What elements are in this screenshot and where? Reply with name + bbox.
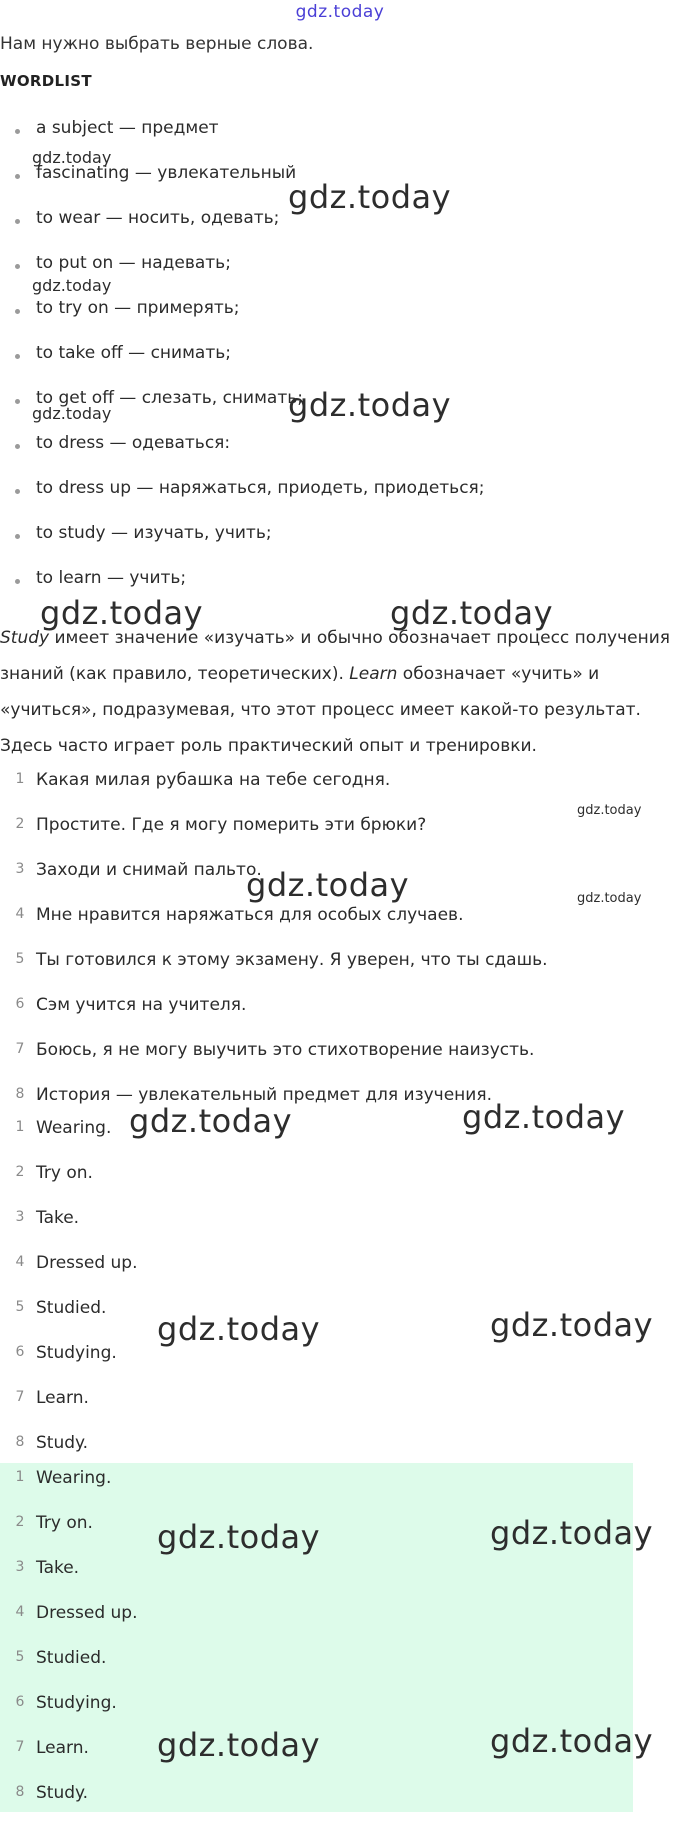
watermark: gdz.today [288,178,452,216]
list-item: 4 Dressed up. [15,1603,138,1623]
translations-list [0,770,680,1130]
list-item: a subject — предмет [0,118,680,163]
list-item: 6 Studying. [15,1693,117,1713]
watermark: gdz.today [577,891,642,906]
bullet-icon [15,534,20,539]
list-item: 1 Какая милая рубашка на тебе сегодня. [15,770,391,790]
list-item: fascinating — увлекательный [0,163,680,208]
watermark: gdz.today [577,803,642,818]
watermark: gdz.today [246,866,410,904]
bullet-icon [15,489,20,494]
list-item: 8 Study. [15,1783,89,1803]
bullet-icon [15,219,20,224]
list-item: to wear — носить, одевать; [0,208,680,253]
list-item: 6 Сэм учится на учителя. [15,995,247,1015]
watermark: gdz.today [390,594,554,632]
watermark: gdz.today [32,148,112,167]
watermark: gdz.today [490,1514,654,1552]
bullet-icon [15,264,20,269]
bullet-icon [15,444,20,449]
answers-list [0,1118,680,1478]
list-item: to learn — учить; [0,568,680,613]
list-item: to study — изучать, учить; [0,523,680,568]
watermark: gdz.today [129,1102,293,1140]
list-item: 8 История — увлекательный предмет для изучения. [15,1085,492,1105]
list-item: 4 Dressed up. [15,1253,138,1273]
list-item: 2 Try on. [15,1163,93,1183]
list-item: 7 Боюсь, я не могу выучить это стихотворение наизусть. [15,1040,535,1060]
list-item: to dress up — наряжаться, приодеть, приодеться; [0,478,680,523]
list-item: 6 Studying. [15,1343,117,1363]
watermark: gdz.today [157,1518,321,1556]
wordlist-heading: WORDLIST [0,72,92,90]
list-item: 3 Take. [15,1208,80,1228]
learn-word: Learn [349,664,398,684]
watermark: gdz.today [288,386,452,424]
bullet-icon [15,399,20,404]
list-item: 7 Learn. [15,1738,89,1758]
explanation-paragraph: Study имеет значение «изучать» и обычно обозначает процесс получения знаний (как правило, теоретических). Learn обозначает «учить» и «учиться», подразумевая, что этот процесс имеет какой-то результат. Здесь часто играет роль практический опыт и тренировки. [0,628,671,756]
list-item: 7 Learn. [15,1388,89,1408]
list-item: 2 Простите. Где я могу померить эти брюки? [15,815,427,835]
watermark: gdz.today [32,276,112,295]
list-item: 5 Studied. [15,1298,107,1318]
list-item: 8 Study. [15,1433,89,1453]
watermark: gdz.today [490,1722,654,1760]
list-item: 3 Заходи и снимай пальто. [15,860,262,880]
list-item: 5 Ты готовился к этому экзамену. Я уверен, что ты сдашь. [15,950,548,970]
list-item: 4 Мне нравится наряжаться для особых случаев. [15,905,464,925]
study-word: Study [0,628,50,648]
list-item: 3 Take. [15,1558,80,1578]
bullet-icon [15,579,20,584]
bullet-icon [15,354,20,359]
list-item: to put on — надевать; [0,253,680,298]
list-item: to get off — слезать, снимать; [0,388,680,433]
watermark: gdz.today [40,594,204,632]
watermark: gdz.today [157,1310,321,1348]
list-item: to dress — одеваться: [0,433,680,478]
site-logo[interactable]: gdz.today [295,2,385,22]
watermark: gdz.today [462,1098,626,1136]
list-item: 1 Wearing. [15,1468,112,1488]
watermark: gdz.today [157,1726,321,1764]
bullet-icon [15,129,20,134]
list-item: 2 Try on. [15,1513,93,1533]
intro-text: Нам нужно выбрать верные слова. [0,34,314,54]
list-item: 1 Wearing. [15,1118,112,1138]
watermark: gdz.today [490,1306,654,1344]
list-item: 5 Studied. [15,1648,107,1668]
list-item: to try on — примерять; [0,298,680,343]
list-item: to take off — снимать; [0,343,680,388]
watermark: gdz.today [32,404,112,423]
bullet-icon [15,174,20,179]
bullet-icon [15,309,20,314]
